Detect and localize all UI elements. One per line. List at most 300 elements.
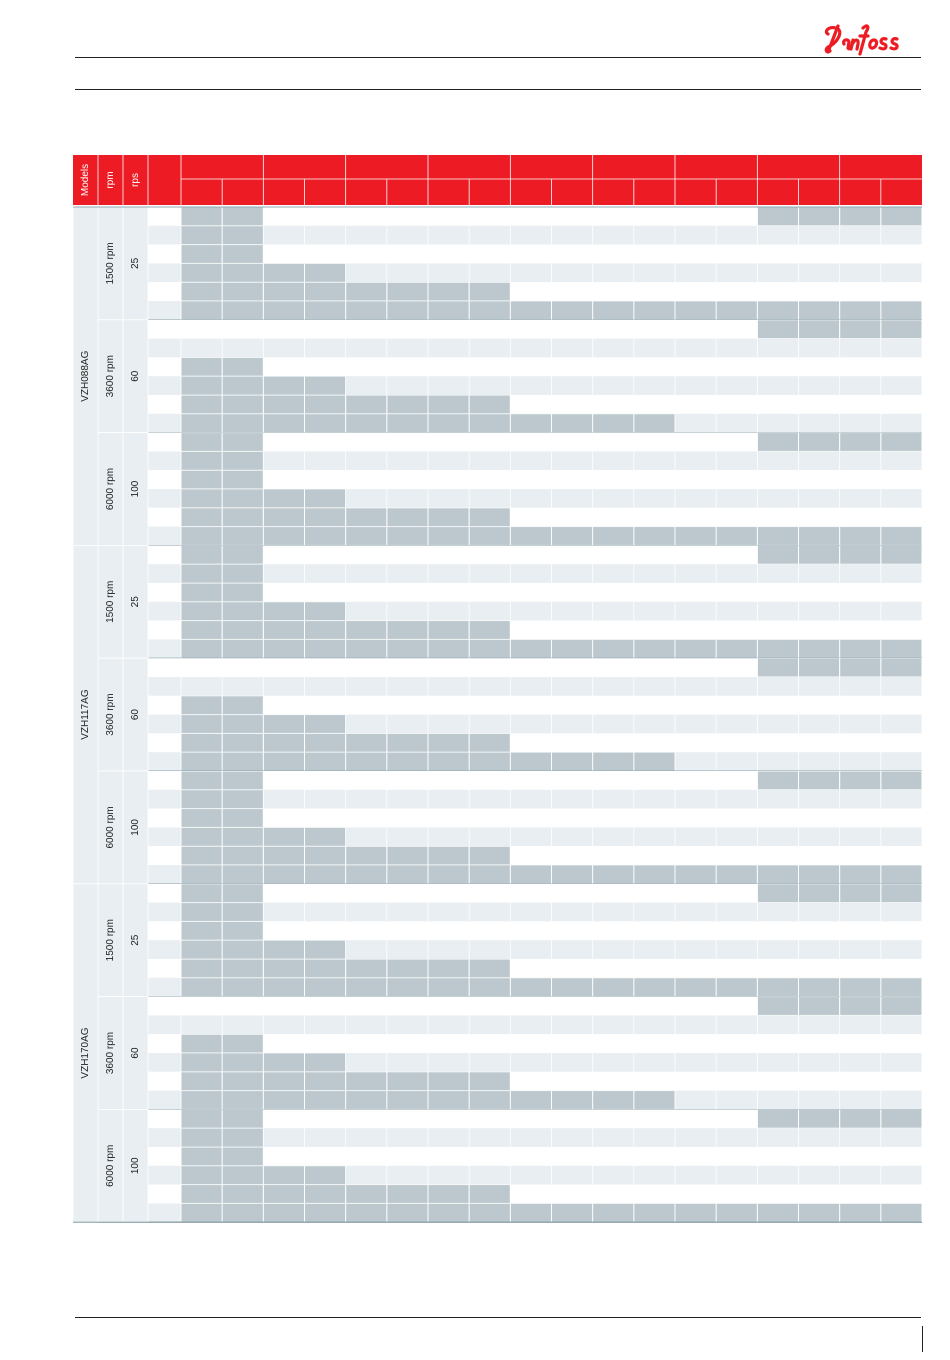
- table-cell-shaded: [593, 302, 633, 320]
- table-cell-shaded: [182, 208, 222, 226]
- table-cell-shaded: [305, 602, 345, 620]
- table-cell-shaded: [182, 1035, 222, 1053]
- table-cell-shaded: [182, 884, 222, 902]
- table-row: [148, 903, 922, 922]
- table-cell-shaded: [305, 1054, 345, 1072]
- header-rule-top: [75, 57, 921, 58]
- table-cell-shaded: [634, 753, 674, 771]
- table-cell-shaded: [840, 884, 880, 902]
- table-cell-shaded: [634, 978, 674, 996]
- table-cell-shaded: [429, 640, 469, 658]
- table-cell-shaded: [305, 508, 345, 526]
- table-cell-shaded: [511, 866, 551, 884]
- table-cell-shaded: [223, 377, 263, 395]
- table-cell-shaded: [634, 1204, 674, 1222]
- table-cell-shaded: [305, 866, 345, 884]
- table-row: [148, 677, 922, 696]
- rps-label: 100: [130, 480, 141, 498]
- table-cell-shaded: [346, 866, 386, 884]
- table-cell-shaded: [881, 320, 921, 338]
- table-cell-shaded: [264, 490, 304, 508]
- danfoss-logo: [822, 18, 922, 58]
- table-cell-shaded: [223, 283, 263, 301]
- table-cell-shaded: [182, 471, 222, 489]
- table-cell-shaded: [223, 1110, 263, 1128]
- table-cell-shaded: [223, 584, 263, 602]
- table-cell-shaded: [182, 1204, 222, 1222]
- table-cell-shaded: [223, 302, 263, 320]
- table-cell-shaded: [182, 546, 222, 564]
- table-cell-shaded: [593, 866, 633, 884]
- table-cell-shaded: [223, 866, 263, 884]
- table-cell-shaded: [223, 490, 263, 508]
- table-cell-shaded: [182, 377, 222, 395]
- table-cell-shaded: [223, 1166, 263, 1184]
- footer-rule: [75, 1317, 921, 1318]
- table-cell-shaded: [470, 508, 510, 526]
- table-row: [148, 1015, 922, 1034]
- table-cell-shaded: [511, 640, 551, 658]
- table-cell-shaded: [264, 640, 304, 658]
- table-cell-shaded: [223, 452, 263, 470]
- table-cell-shaded: [182, 960, 222, 978]
- table-cell-shaded: [264, 828, 304, 846]
- table-cell-shaded: [758, 978, 798, 996]
- table-cell-shaded: [182, 527, 222, 545]
- table-cell-shaded: [346, 527, 386, 545]
- brand-name: Danfoss: [822, 18, 826, 19]
- table-cell-shaded: [470, 866, 510, 884]
- table-cell-shaded: [840, 1204, 880, 1222]
- table-cell-shaded: [840, 997, 880, 1015]
- table-cell-shaded: [552, 414, 592, 432]
- table-cell-shaded: [387, 978, 427, 996]
- table-cell-shaded: [305, 753, 345, 771]
- table-cell-shaded: [799, 772, 839, 790]
- table-cell-shaded: [470, 753, 510, 771]
- table-cell-shaded: [264, 302, 304, 320]
- table-row: [148, 583, 922, 602]
- table-cell-shaded: [305, 1166, 345, 1184]
- table-cell-shaded: [182, 1054, 222, 1072]
- table-cell-shaded: [881, 884, 921, 902]
- table-row: [148, 451, 922, 470]
- table-cell-shaded: [182, 903, 222, 921]
- table-cell-shaded: [182, 1129, 222, 1147]
- table-cell-shaded: [182, 1166, 222, 1184]
- table-cell-shaded: [470, 847, 510, 865]
- table-cell-shaded: [429, 847, 469, 865]
- table-header-bg: [73, 155, 922, 205]
- table-cell-shaded: [840, 866, 880, 884]
- table-cell-shaded: [470, 302, 510, 320]
- table-cell-shaded: [223, 264, 263, 282]
- table-cell-shaded: [223, 1148, 263, 1166]
- table-cell-shaded: [182, 734, 222, 752]
- table-cell-shaded: [264, 847, 304, 865]
- table-cell-shaded: [182, 696, 222, 714]
- rpm-label: 6000 rpm: [105, 1144, 116, 1187]
- table-cell-shaded: [223, 1091, 263, 1109]
- table-cell-shaded: [182, 941, 222, 959]
- rps-label: 60: [130, 370, 141, 382]
- table-cell-shaded: [634, 527, 674, 545]
- table-cell-shaded: [387, 734, 427, 752]
- table-cell-shaded: [799, 546, 839, 564]
- table-cell-shaded: [799, 884, 839, 902]
- table-cell-shaded: [881, 659, 921, 677]
- table-cell-shaded: [840, 527, 880, 545]
- table-cell-shaded: [840, 433, 880, 451]
- table-cell-shaded: [511, 978, 551, 996]
- table-cell-shaded: [223, 809, 263, 827]
- table-cell-shaded: [552, 753, 592, 771]
- table-cell-shaded: [593, 1091, 633, 1109]
- table-cell-shaded: [593, 640, 633, 658]
- table-cell-shaded: [799, 1204, 839, 1222]
- table-row: [148, 1128, 922, 1147]
- table-cell-shaded: [840, 320, 880, 338]
- table-cell-shaded: [182, 772, 222, 790]
- rpm-label: 1500 rpm: [105, 580, 116, 623]
- table-cell-shaded: [387, 640, 427, 658]
- table-cell-shaded: [799, 640, 839, 658]
- model-name: VZH088AG: [80, 350, 91, 402]
- table-cell-shaded: [182, 809, 222, 827]
- table-cell-shaded: [305, 960, 345, 978]
- table-cell-shaded: [305, 941, 345, 959]
- table-cell-shaded: [305, 828, 345, 846]
- table-cell-shaded: [387, 302, 427, 320]
- table-cell-shaded: [223, 978, 263, 996]
- table-cell-shaded: [758, 997, 798, 1015]
- table-cell-shaded: [223, 696, 263, 714]
- footer-tick: [922, 1326, 923, 1352]
- table-cell-shaded: [223, 640, 263, 658]
- table-cell-shaded: [264, 978, 304, 996]
- table-cell-shaded: [387, 414, 427, 432]
- table-cell-shaded: [387, 847, 427, 865]
- table-cell-shaded: [387, 866, 427, 884]
- model-name: VZH117AG: [80, 689, 91, 740]
- table-cell-shaded: [511, 753, 551, 771]
- table-cell-shaded: [387, 1091, 427, 1109]
- table-cell-shaded: [182, 1072, 222, 1090]
- table-cell-shaded: [182, 396, 222, 414]
- table-cell-shaded: [264, 1204, 304, 1222]
- table-cell-shaded: [758, 546, 798, 564]
- table-cell-shaded: [346, 396, 386, 414]
- table-cell-shaded: [634, 302, 674, 320]
- table-cell-shaded: [223, 358, 263, 376]
- table-cell-shaded: [305, 734, 345, 752]
- table-cell-shaded: [717, 978, 757, 996]
- table-cell-shaded: [799, 978, 839, 996]
- table-cell-shaded: [264, 377, 304, 395]
- table-cell-shaded: [182, 264, 222, 282]
- table-cell-shaded: [799, 1110, 839, 1128]
- rps-label: 25: [130, 934, 141, 946]
- table-cell-shaded: [182, 847, 222, 865]
- table-cell-shaded: [387, 283, 427, 301]
- rps-label: 25: [130, 596, 141, 608]
- table-cell-shaded: [758, 302, 798, 320]
- table-cell-shaded: [717, 527, 757, 545]
- table-cell-shaded: [717, 866, 757, 884]
- table-cell-shaded: [182, 866, 222, 884]
- table-cell-shaded: [223, 828, 263, 846]
- table-cell-shaded: [429, 527, 469, 545]
- table-cell-shaded: [511, 1091, 551, 1109]
- header-rpm-label: rpm: [105, 171, 116, 189]
- table-cell-shaded: [264, 715, 304, 733]
- table-cell-shaded: [840, 208, 880, 226]
- table-cell-shaded: [470, 978, 510, 996]
- table-cell-shaded: [346, 1185, 386, 1203]
- table-cell-shaded: [881, 1204, 921, 1222]
- rps-label: 100: [130, 819, 141, 836]
- table-row: [148, 357, 922, 376]
- table-cell-shaded: [264, 602, 304, 620]
- table-cell-shaded: [346, 302, 386, 320]
- table-cell-shaded: [429, 1185, 469, 1203]
- table-cell-shaded: [758, 884, 798, 902]
- table-cell-shaded: [552, 1091, 592, 1109]
- table-cell-shaded: [840, 1110, 880, 1128]
- table-cell-shaded: [470, 396, 510, 414]
- table-cell-shaded: [429, 302, 469, 320]
- table-cell-shaded: [758, 1204, 798, 1222]
- table-cell-shaded: [305, 640, 345, 658]
- table-cell-shaded: [511, 302, 551, 320]
- application-envelope-table: [73, 155, 922, 1225]
- table-cell-shaded: [387, 1204, 427, 1222]
- table-cell-shaded: [881, 302, 921, 320]
- table-cell-shaded: [511, 527, 551, 545]
- table-cell-shaded: [552, 1204, 592, 1222]
- table-cell-shaded: [264, 1185, 304, 1203]
- table-cell-shaded: [223, 715, 263, 733]
- table-cell-shaded: [182, 490, 222, 508]
- table-cell-shaded: [305, 283, 345, 301]
- table-cell-shaded: [182, 1091, 222, 1109]
- table-cell-shaded: [182, 584, 222, 602]
- table-cell-shaded: [223, 433, 263, 451]
- table-cell-shaded: [593, 414, 633, 432]
- table-cell-shaded: [387, 1185, 427, 1203]
- table-cell-shaded: [223, 903, 263, 921]
- table-cell-shaded: [223, 922, 263, 940]
- header-rps-label: rps: [130, 173, 141, 187]
- table-cell-shaded: [346, 847, 386, 865]
- table-cell-shaded: [264, 960, 304, 978]
- table-cell-shaded: [799, 527, 839, 545]
- table-cell-shaded: [799, 302, 839, 320]
- table-cell-shaded: [264, 1072, 304, 1090]
- table-cell-shaded: [470, 1204, 510, 1222]
- table-cell-shaded: [223, 414, 263, 432]
- table-row: [148, 245, 922, 264]
- table-cell-shaded: [758, 527, 798, 545]
- table-cell-shaded: [264, 621, 304, 639]
- table-cell-shaded: [346, 1204, 386, 1222]
- table-cell-shaded: [223, 226, 263, 244]
- table-cell-shaded: [346, 734, 386, 752]
- table-cell-shaded: [593, 978, 633, 996]
- rpm-label: 3600 rpm: [105, 693, 116, 736]
- table-cell-shaded: [758, 640, 798, 658]
- table-cell-shaded: [346, 414, 386, 432]
- table-cell-shaded: [305, 377, 345, 395]
- table-cell-shaded: [305, 715, 345, 733]
- table-cell-shaded: [634, 640, 674, 658]
- table-cell-shaded: [223, 753, 263, 771]
- table-cell-shaded: [264, 1054, 304, 1072]
- table-cell-shaded: [758, 866, 798, 884]
- table-cell-shaded: [881, 997, 921, 1015]
- table-cell-shaded: [429, 396, 469, 414]
- table-cell-shaded: [429, 1204, 469, 1222]
- table-cell-shaded: [758, 433, 798, 451]
- table-cell-shaded: [387, 527, 427, 545]
- table-cell-shaded: [758, 208, 798, 226]
- table-cell-shaded: [182, 978, 222, 996]
- table-cell-shaded: [881, 1110, 921, 1128]
- table-row: [148, 696, 922, 715]
- table-cell-shaded: [305, 1091, 345, 1109]
- table-cell-shaded: [840, 640, 880, 658]
- table-cell-shaded: [223, 508, 263, 526]
- table-cell-shaded: [758, 659, 798, 677]
- table-cell-shaded: [223, 208, 263, 226]
- table-cell-shaded: [840, 302, 880, 320]
- rpm-label: 1500 rpm: [105, 242, 116, 285]
- table-cell-shaded: [881, 527, 921, 545]
- table-cell-shaded: [470, 527, 510, 545]
- table-cell-shaded: [429, 414, 469, 432]
- table-cell-shaded: [264, 753, 304, 771]
- header-models-label: Models: [80, 163, 91, 197]
- table-cell-shaded: [264, 866, 304, 884]
- table-cell-shaded: [223, 471, 263, 489]
- table-cell-shaded: [182, 358, 222, 376]
- table-cell-shaded: [223, 790, 263, 808]
- table-cell-shaded: [799, 659, 839, 677]
- table-cell-shaded: [223, 1072, 263, 1090]
- table-cell-shaded: [429, 1091, 469, 1109]
- table-row: [148, 226, 922, 245]
- table-cell-shaded: [346, 508, 386, 526]
- table-cell-shaded: [182, 302, 222, 320]
- table-cell-shaded: [470, 1091, 510, 1109]
- table-cell-shaded: [717, 302, 757, 320]
- table-cell-shaded: [676, 640, 716, 658]
- table-cell-shaded: [223, 1054, 263, 1072]
- table-cell-shaded: [182, 245, 222, 263]
- table-cell-shaded: [881, 546, 921, 564]
- table-row: [148, 921, 922, 940]
- table-cell-shaded: [305, 621, 345, 639]
- table-cell-shaded: [346, 621, 386, 639]
- table-cell-shaded: [182, 1148, 222, 1166]
- table-cell-shaded: [634, 866, 674, 884]
- table-cell-shaded: [346, 1072, 386, 1090]
- table-cell-shaded: [881, 640, 921, 658]
- table-cell-shaded: [182, 922, 222, 940]
- table-row: [148, 339, 922, 358]
- table-cell-shaded: [223, 1035, 263, 1053]
- table-cell-shaded: [387, 1072, 427, 1090]
- table-cell-shaded: [223, 245, 263, 263]
- table-cell-shaded: [387, 753, 427, 771]
- table-cell-shaded: [223, 734, 263, 752]
- table-cell-shaded: [305, 1204, 345, 1222]
- table-row: [148, 470, 922, 489]
- table-cell-shaded: [223, 546, 263, 564]
- table-cell-shaded: [840, 546, 880, 564]
- table-cell-shaded: [387, 960, 427, 978]
- table-cell-shaded: [387, 508, 427, 526]
- table-cell-shaded: [799, 997, 839, 1015]
- table-cell-shaded: [182, 283, 222, 301]
- table-cell-shaded: [346, 640, 386, 658]
- table-cell-shaded: [470, 283, 510, 301]
- table-cell-shaded: [470, 1185, 510, 1203]
- table-cell-shaded: [799, 320, 839, 338]
- rps-label: 100: [130, 1157, 141, 1175]
- table-cell-shaded: [470, 621, 510, 639]
- table-cell-shaded: [223, 621, 263, 639]
- table-cell-shaded: [182, 715, 222, 733]
- table-cell-shaded: [758, 320, 798, 338]
- table-cell-shaded: [305, 396, 345, 414]
- table-cell-shaded: [305, 264, 345, 282]
- table-cell-shaded: [223, 847, 263, 865]
- table-cell-shaded: [470, 640, 510, 658]
- table-cell-shaded: [305, 414, 345, 432]
- table-cell-shaded: [223, 941, 263, 959]
- table-cell-shaded: [881, 866, 921, 884]
- table-cell-shaded: [346, 283, 386, 301]
- rps-label: 60: [130, 709, 141, 721]
- table-cell-shaded: [470, 1072, 510, 1090]
- table-cell-shaded: [429, 960, 469, 978]
- table-cell-shaded: [264, 264, 304, 282]
- table-cell-shaded: [223, 602, 263, 620]
- table-cell-shaded: [881, 772, 921, 790]
- table-cell-shaded: [676, 302, 716, 320]
- table-cell-shaded: [264, 1166, 304, 1184]
- table-cell-shaded: [182, 452, 222, 470]
- table-cell-shaded: [223, 396, 263, 414]
- table-cell-shaded: [182, 1185, 222, 1203]
- table-cell-shaded: [429, 283, 469, 301]
- table-cell-shaded: [470, 960, 510, 978]
- table-cell-shaded: [429, 621, 469, 639]
- table-cell-shaded: [634, 414, 674, 432]
- table-cell-shaded: [182, 433, 222, 451]
- table-cell-shaded: [799, 866, 839, 884]
- rpm-label: 6000 rpm: [105, 806, 116, 849]
- table-row: [148, 1147, 922, 1166]
- table-cell-shaded: [634, 1091, 674, 1109]
- table-cell-shaded: [346, 1091, 386, 1109]
- table-cell-shaded: [840, 978, 880, 996]
- table-cell-shaded: [223, 527, 263, 545]
- table-cell-shaded: [593, 527, 633, 545]
- table-cell-shaded: [387, 396, 427, 414]
- table-cell-shaded: [758, 1110, 798, 1128]
